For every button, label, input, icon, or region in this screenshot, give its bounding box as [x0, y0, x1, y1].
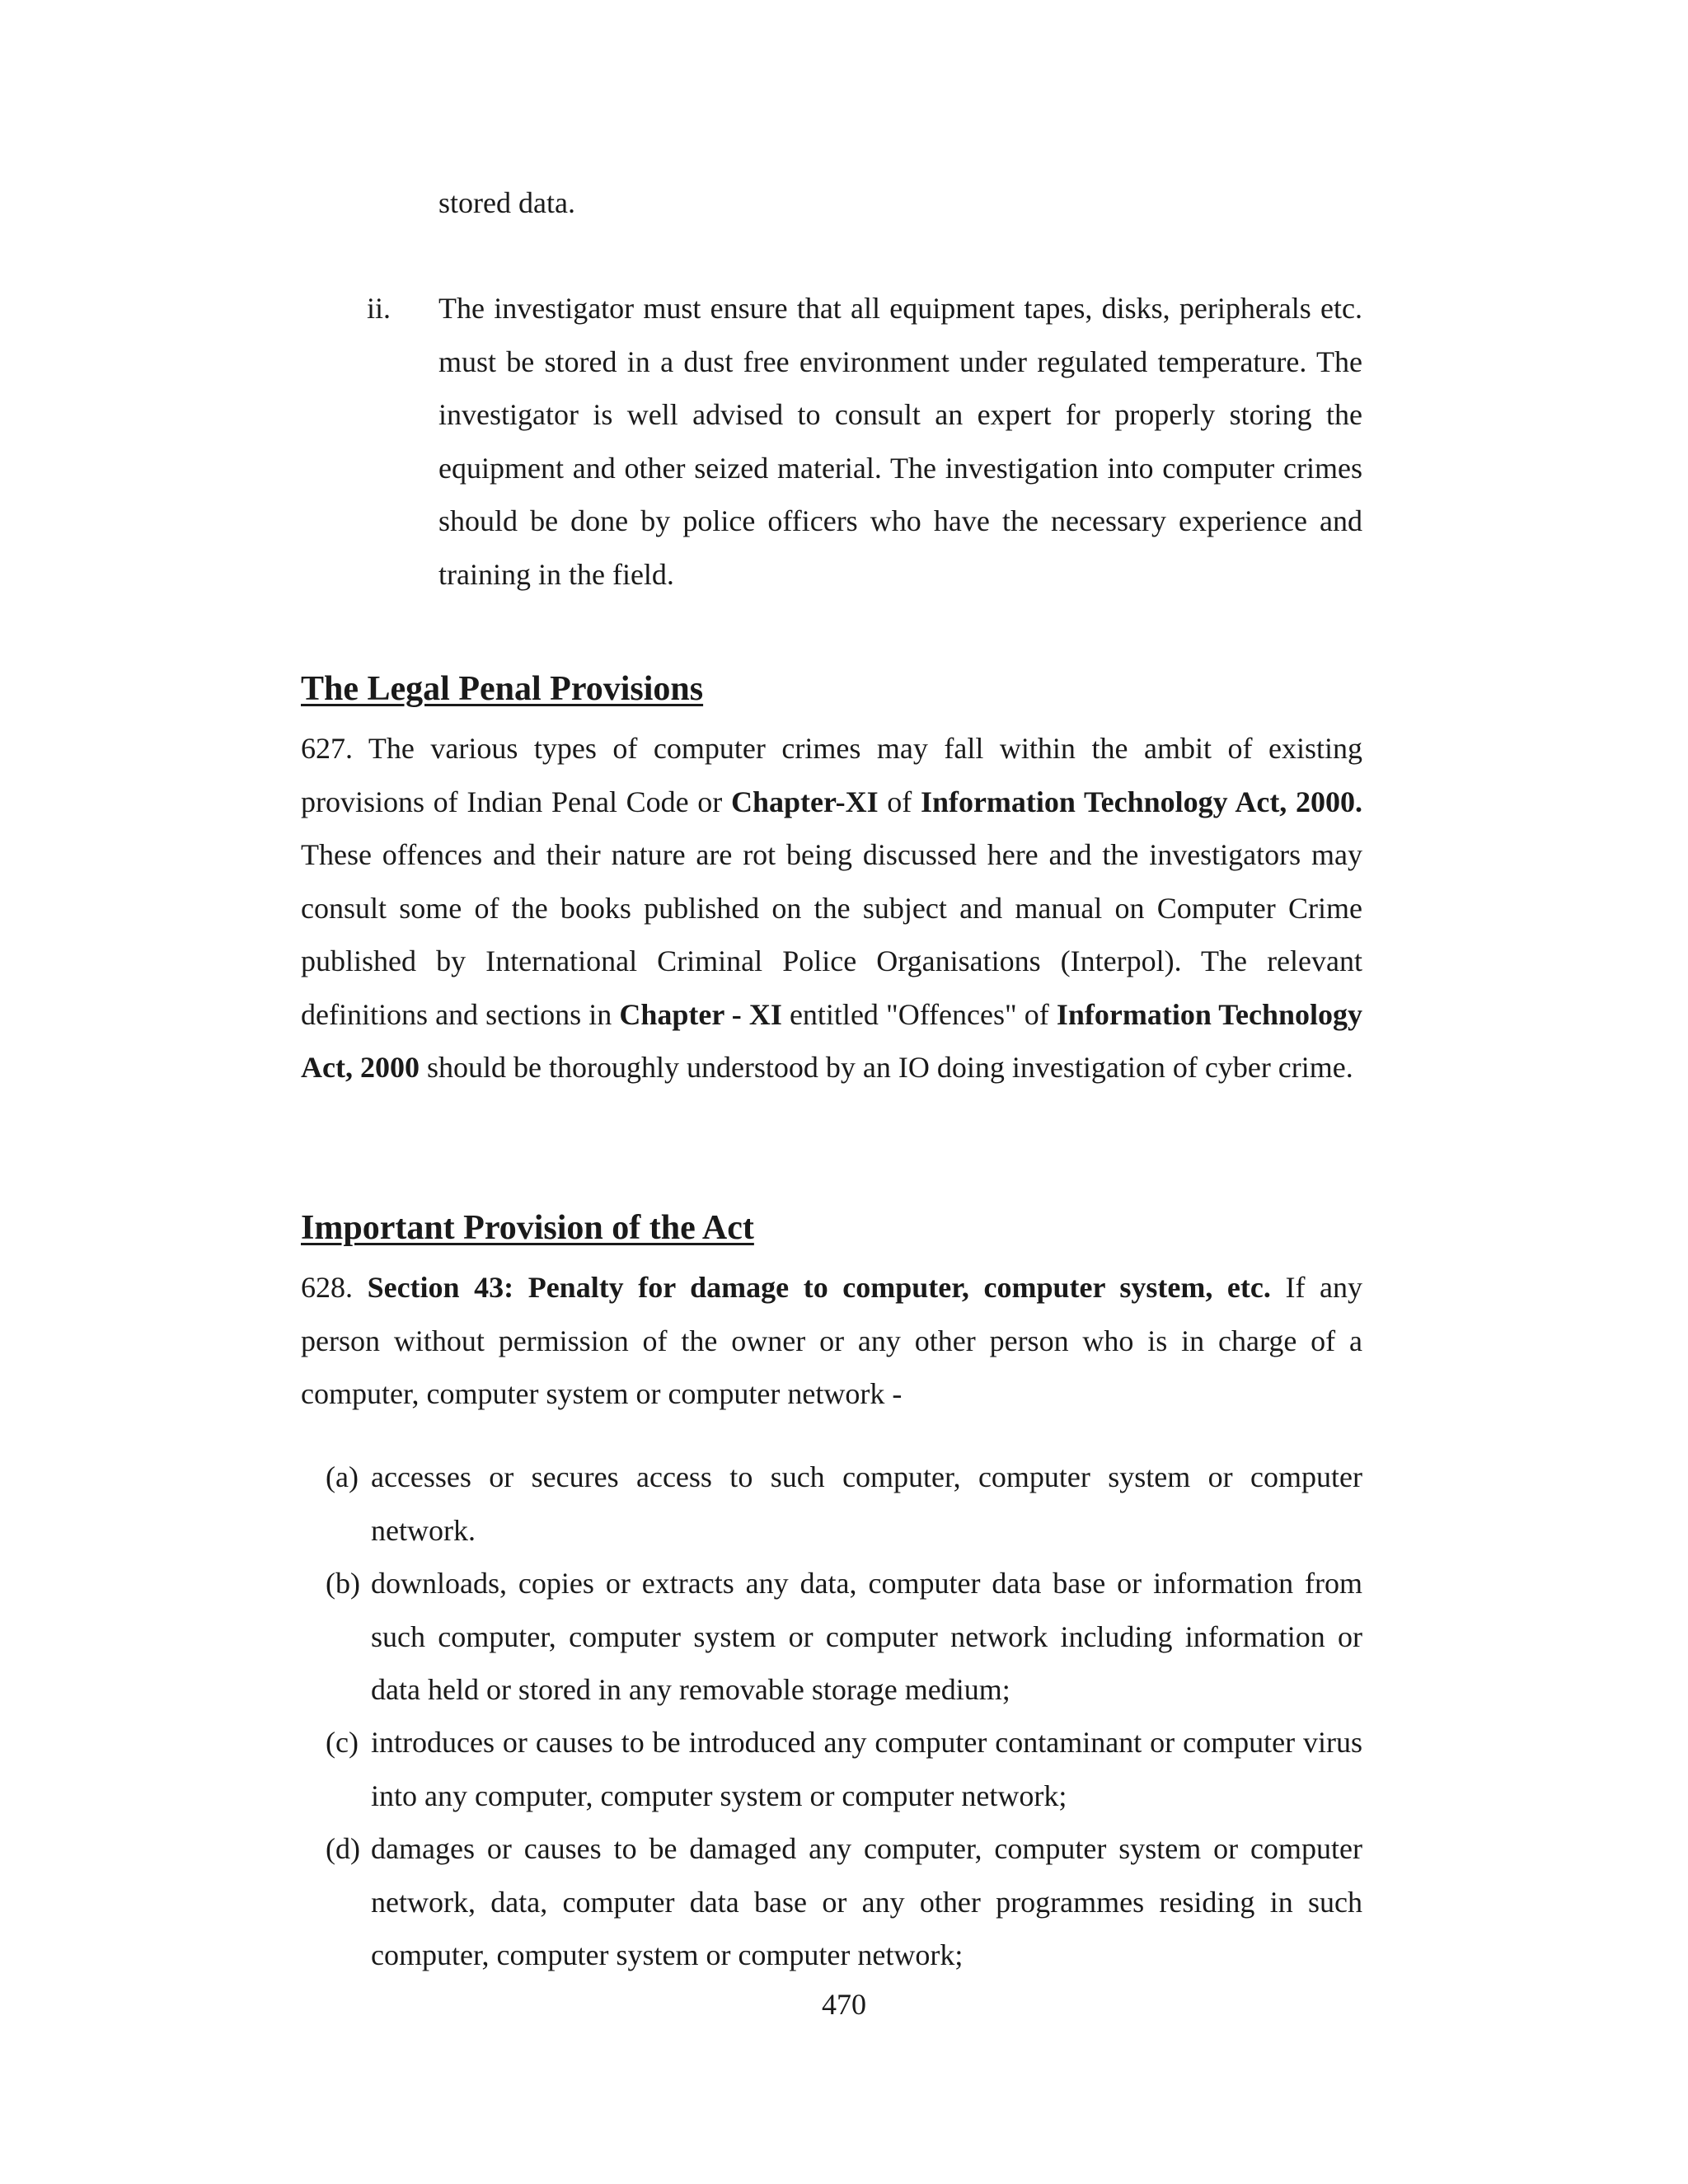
p628-text: If any person without permission of the owner or any other person who is in charge of a computer, computer system or computer network -: [301, 1271, 1362, 1410]
list-marker-ii: ii.: [367, 292, 392, 325]
p628-number: 628.: [301, 1271, 368, 1304]
paragraph-628: [301, 1261, 1362, 1421]
p627-text-1: 627. The various types of computer crimes may fall within the ambit of existing provisions of Indian Penal Code or: [301, 732, 1362, 818]
p627-text-5: should be thoroughly understood by an IO doing investigation of cyber crime.: [419, 1051, 1353, 1084]
section-heading-legal-penal-provisions: The Legal Penal Provisions: [301, 670, 704, 708]
page-number: 470: [822, 1988, 866, 2021]
list-item-c-text: introduces or causes to be introduced any computer contaminant or computer virus into any computer, computer system or computer network;: [371, 1726, 1362, 1812]
p627-bold-it-act-2: Information Technology Act, 2000: [301, 997, 1362, 1084]
p627-bold-chapter-xi-2: Chapter - XI: [619, 997, 782, 1031]
list-item-c-label: (c): [326, 1726, 359, 1759]
paragraph-627: [301, 722, 1362, 1094]
list-item-b: [326, 1557, 1362, 1717]
p627-bold-chapter-xi: Chapter-XI: [730, 785, 879, 818]
p627-bold-it-act: Information Technology Act, 2000.: [920, 785, 1362, 818]
p627-text-3: These offences and their nature are rot being discussed here and the investigators may consult some of the books published on the subject and manual on Computer Crime published by International Criminal Police Organisations (Interpol). The relevant definitions and sections in: [301, 838, 1362, 1031]
list-item-b-label: (b): [326, 1567, 360, 1600]
list-item-d: [326, 1822, 1362, 1982]
list-item-c: [326, 1716, 1362, 1822]
list-item-d-text: damages or causes to be damaged any computer, computer system or computer network, data, computer data base or any other programmes residing in such computer, computer system or computer network;: [371, 1832, 1362, 1971]
continuation-text: stored data.: [438, 186, 575, 219]
list-item-a: [326, 1451, 1362, 1557]
p627-text-4: entitled "Offences" of: [781, 997, 1057, 1031]
list-item-b-text: downloads, copies or extracts any data, computer data base or information from such computer, computer system or computer network including information or data held or stored in any removable storage medium;: [371, 1567, 1362, 1706]
list-item-d-label: (d): [326, 1832, 360, 1865]
p627-text-2: of: [878, 785, 921, 818]
list-item-a-text: accesses or secures access to such computer, computer system or computer network.: [371, 1460, 1362, 1547]
list-item-ii-text: The investigator must ensure that all equipment tapes, disks, peripherals etc. must be stored in a dust free environment under regulated temperature. The investigator is well advised to consult an expert for properly storing the equipment and other seized material. The investigation into computer crimes should be done by police officers who have the necessary experience and training in the field.: [438, 292, 1362, 591]
section-heading-important-provision: Important Provision of the Act: [301, 1209, 754, 1247]
list-item-a-label: (a): [326, 1460, 359, 1493]
p628-section-title: Section 43: Penalty for damage to computer, computer system, etc.: [367, 1271, 1271, 1304]
